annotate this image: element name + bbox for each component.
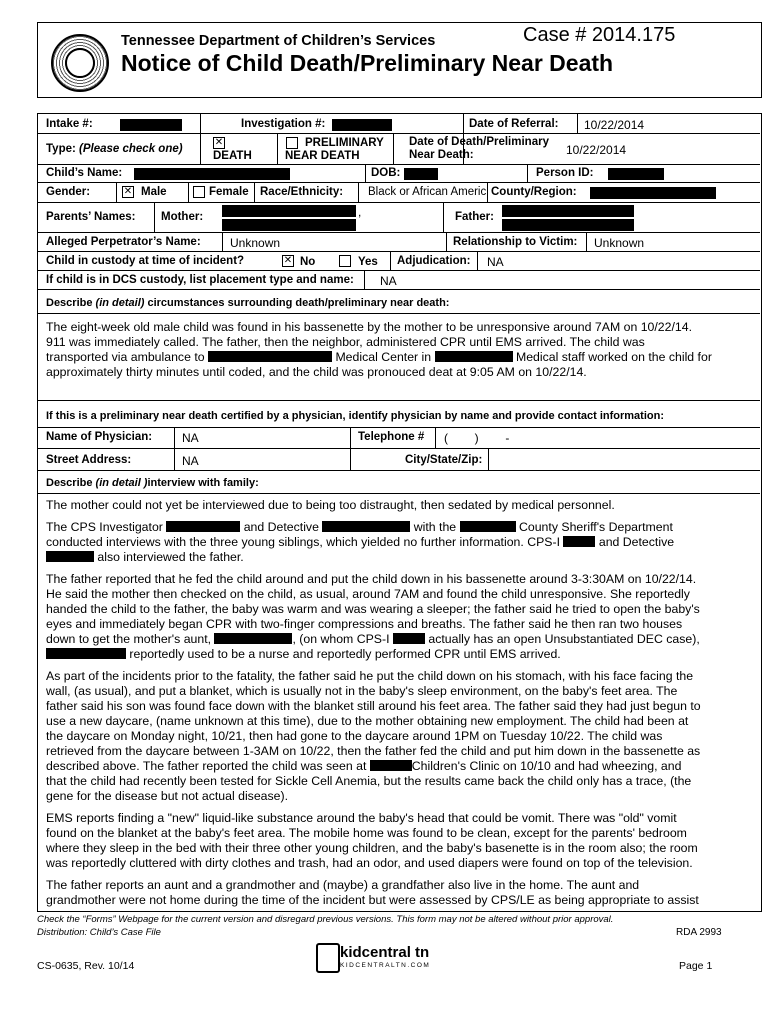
female-label: Female [209, 186, 249, 198]
female-checkbox[interactable] [193, 186, 205, 198]
physician-section-label: If this is a preliminary near death certified by a physician, identify physician by name and provide contact information: [46, 410, 664, 422]
gender-label: Gender: [46, 186, 91, 198]
custody-yes-checkbox[interactable] [339, 255, 351, 267]
placement-label: If child is in DCS custody, list placement type and name: [46, 274, 354, 286]
perp-value: Unknown [230, 236, 281, 250]
agency-name: Tennessee Department of Children’s Services [121, 33, 436, 49]
address-label: Street Address: [46, 454, 132, 466]
death-label: DEATH [213, 150, 252, 162]
relation-label: Relationship to Victim: [453, 236, 578, 248]
phone-value: ( ) - [444, 431, 510, 445]
perp-label: Alleged Perpetrator’s Name: [46, 236, 201, 248]
father-label: Father: [455, 211, 494, 223]
referral-label: Date of Referral: [469, 118, 559, 130]
death-checkbox[interactable]: ✕ [214, 137, 224, 148]
rda-number: RDA 2993 [676, 927, 722, 938]
case-number: Case # 2014.175 [523, 24, 676, 46]
near-death-checkbox[interactable] [286, 137, 298, 149]
redaction [332, 119, 392, 131]
custody-no-label: No [300, 256, 316, 268]
form-title: Notice of Child Death/Preliminary Near Death [121, 50, 614, 76]
death-date-label-2: Near Death: [409, 149, 474, 161]
relation-value: Unknown [594, 236, 645, 250]
redaction [502, 205, 634, 217]
redaction [608, 168, 664, 180]
redaction [590, 187, 716, 199]
male-label: Male [141, 186, 167, 198]
referral-value: 10/22/2014 [584, 118, 645, 132]
redaction [222, 219, 356, 231]
county-label: County/Region: [491, 186, 577, 198]
custody-label: Child in custody at time of incident? [46, 255, 245, 267]
redaction [120, 119, 182, 131]
parents-label: Parents’ Names: [46, 211, 136, 223]
interview-label: Describe (in detail )interview with family: [46, 477, 259, 489]
form-number: CS-0635, Rev. 10/14 [37, 960, 135, 972]
kidcentral-logo-sub: KIDCENTRALTN.COM [340, 962, 431, 969]
address-value: NA [182, 454, 199, 468]
type-label: Type: (Please check one) [46, 143, 183, 155]
kidcentral-logo-text: kidcentral tn [340, 944, 430, 961]
redaction [502, 219, 634, 231]
near-death-label-1: PRELIMINARY [305, 137, 384, 149]
page-number: Page 1 [679, 960, 713, 972]
describe-label: Describe (in detail) circumstances surrounding death/preliminary near death: [46, 297, 450, 309]
redaction [134, 168, 290, 180]
investigation-label: Investigation #: [241, 118, 326, 130]
redaction [222, 205, 356, 217]
comma: , [358, 205, 362, 219]
near-death-label-2: NEAR DEATH [285, 150, 360, 162]
redaction [404, 168, 438, 180]
state-seal-icon [51, 34, 109, 92]
person-id-label: Person ID: [536, 167, 594, 179]
physician-value: NA [182, 431, 199, 445]
adjudication-label: Adjudication: [397, 255, 471, 267]
custody-yes-label: Yes [358, 256, 378, 268]
death-date-value: 10/22/2014 [566, 143, 627, 157]
dob-label: DOB: [371, 167, 401, 179]
death-date-label-1: Date of Death/Preliminary [409, 136, 549, 148]
child-name-label: Child’s Name: [46, 167, 123, 179]
physician-label: Name of Physician: [46, 431, 153, 443]
mother-label: Mother: [161, 211, 204, 223]
interview-narrative: The mother could not yet be interviewed due to being too distraught, then sedated by medical personnel. The CPS Investigator and Detective with the County Sheriff's Department conducted interviews with the three young siblings, which yielded no further information. CPS-I and Detective also interviewed the father. The father reported that he fed the child around and put the child down in his bassenette around 3-3:30AM on 10/22/14. He said the mother then checked on the child, as usual, around 7AM and found the child unresponsive. She reportedly handed the child to the father, the baby was warm and was wearing a sleeper; the father said he tried to open the baby's eyes and immediately began CPR with two-finger compressions and breaths. The father said he then ran two houses down to get the mother's aunt, , (on whom CPS-I actually has an open Unsubstantiated DEC case), reportedly used to be a nurse and reportedly performed CPR until EMS arrived. As part of the incidents prior to the fatality, the father said he put the child down on his stomach, with his face facing the wall, (as usual), and put a blanket, which is usually not in the baby's sleep environment, on the baby's feet area. The father said his son was found face down with the blanket still around his feet area. The father said they had just begun to use a new daycare, (name unknown at this time), due to the mother obtaining new employment. The child had been at the daycare on Monday night, 10/21, then had gone to the daycare around 1PM on Tuesday 10/22. The child was retrieved from the daycare between 1-3AM on 10/22, then the father fed the child and put him down in the bassenette as described above. The father reported the child was seen at Children's Clinic on 10/10 and had wheezing, and that the child had recently been tested for Sickle Cell Anemia, but the results came back the child only has a trace, (the gene for the disease but not actual disease). EMS reports finding a "new" liquid-like substance around the baby's head that could be vomit. There was "old" vomit found on the blanket at the baby's feet area. The mobile home was found to be clean, except for the parents' bedroom where they sleep in the bed with their three other young children, and the baby's basenette is in the room also; the room was reportedly cluttered with dirty clothes and trash, had an odor, and used diapers were found on top of the television. The father reports an aunt and a grandmother and (maybe) a grandfather also live in the home. The aunt and grandmother were not home during the time of the incident but were assessed by CPS/LE as being appropriate to assist [46, 498, 701, 907]
intake-label: Intake #: [46, 118, 93, 130]
placement-value: NA [380, 274, 397, 288]
kidcentral-logo-icon [316, 943, 340, 973]
race-value: Black or African Americ [368, 186, 486, 198]
race-label: Race/Ethnicity: [260, 186, 344, 198]
custody-no-checkbox[interactable]: ✕ [283, 255, 293, 266]
distribution-note: Distribution: Child’s Case File [37, 927, 161, 938]
city-label: City/State/Zip: [405, 454, 483, 466]
male-checkbox[interactable]: ✕ [123, 186, 133, 197]
footer-note: Check the “Forms” Webpage for the current version and disregard previous versions. This form may not be altered without prior approval. [37, 914, 614, 925]
phone-label: Telephone # [358, 431, 425, 443]
circumstances-narrative: The eight-week old male child was found in his bassenette by the mother to be unresponsive around 7AM on 10/22/14. 911 was immediately called. The father, then the neighbor, administered CPR until EMS arrived. The child was transported via ambulance to Medical Center in Medical staff worked on the child for approximately thirty minutes until coded, and the child was pronouced deat at 9:05 AM on 10/22/14. [46, 320, 712, 379]
adjudication-value: NA [487, 255, 504, 269]
